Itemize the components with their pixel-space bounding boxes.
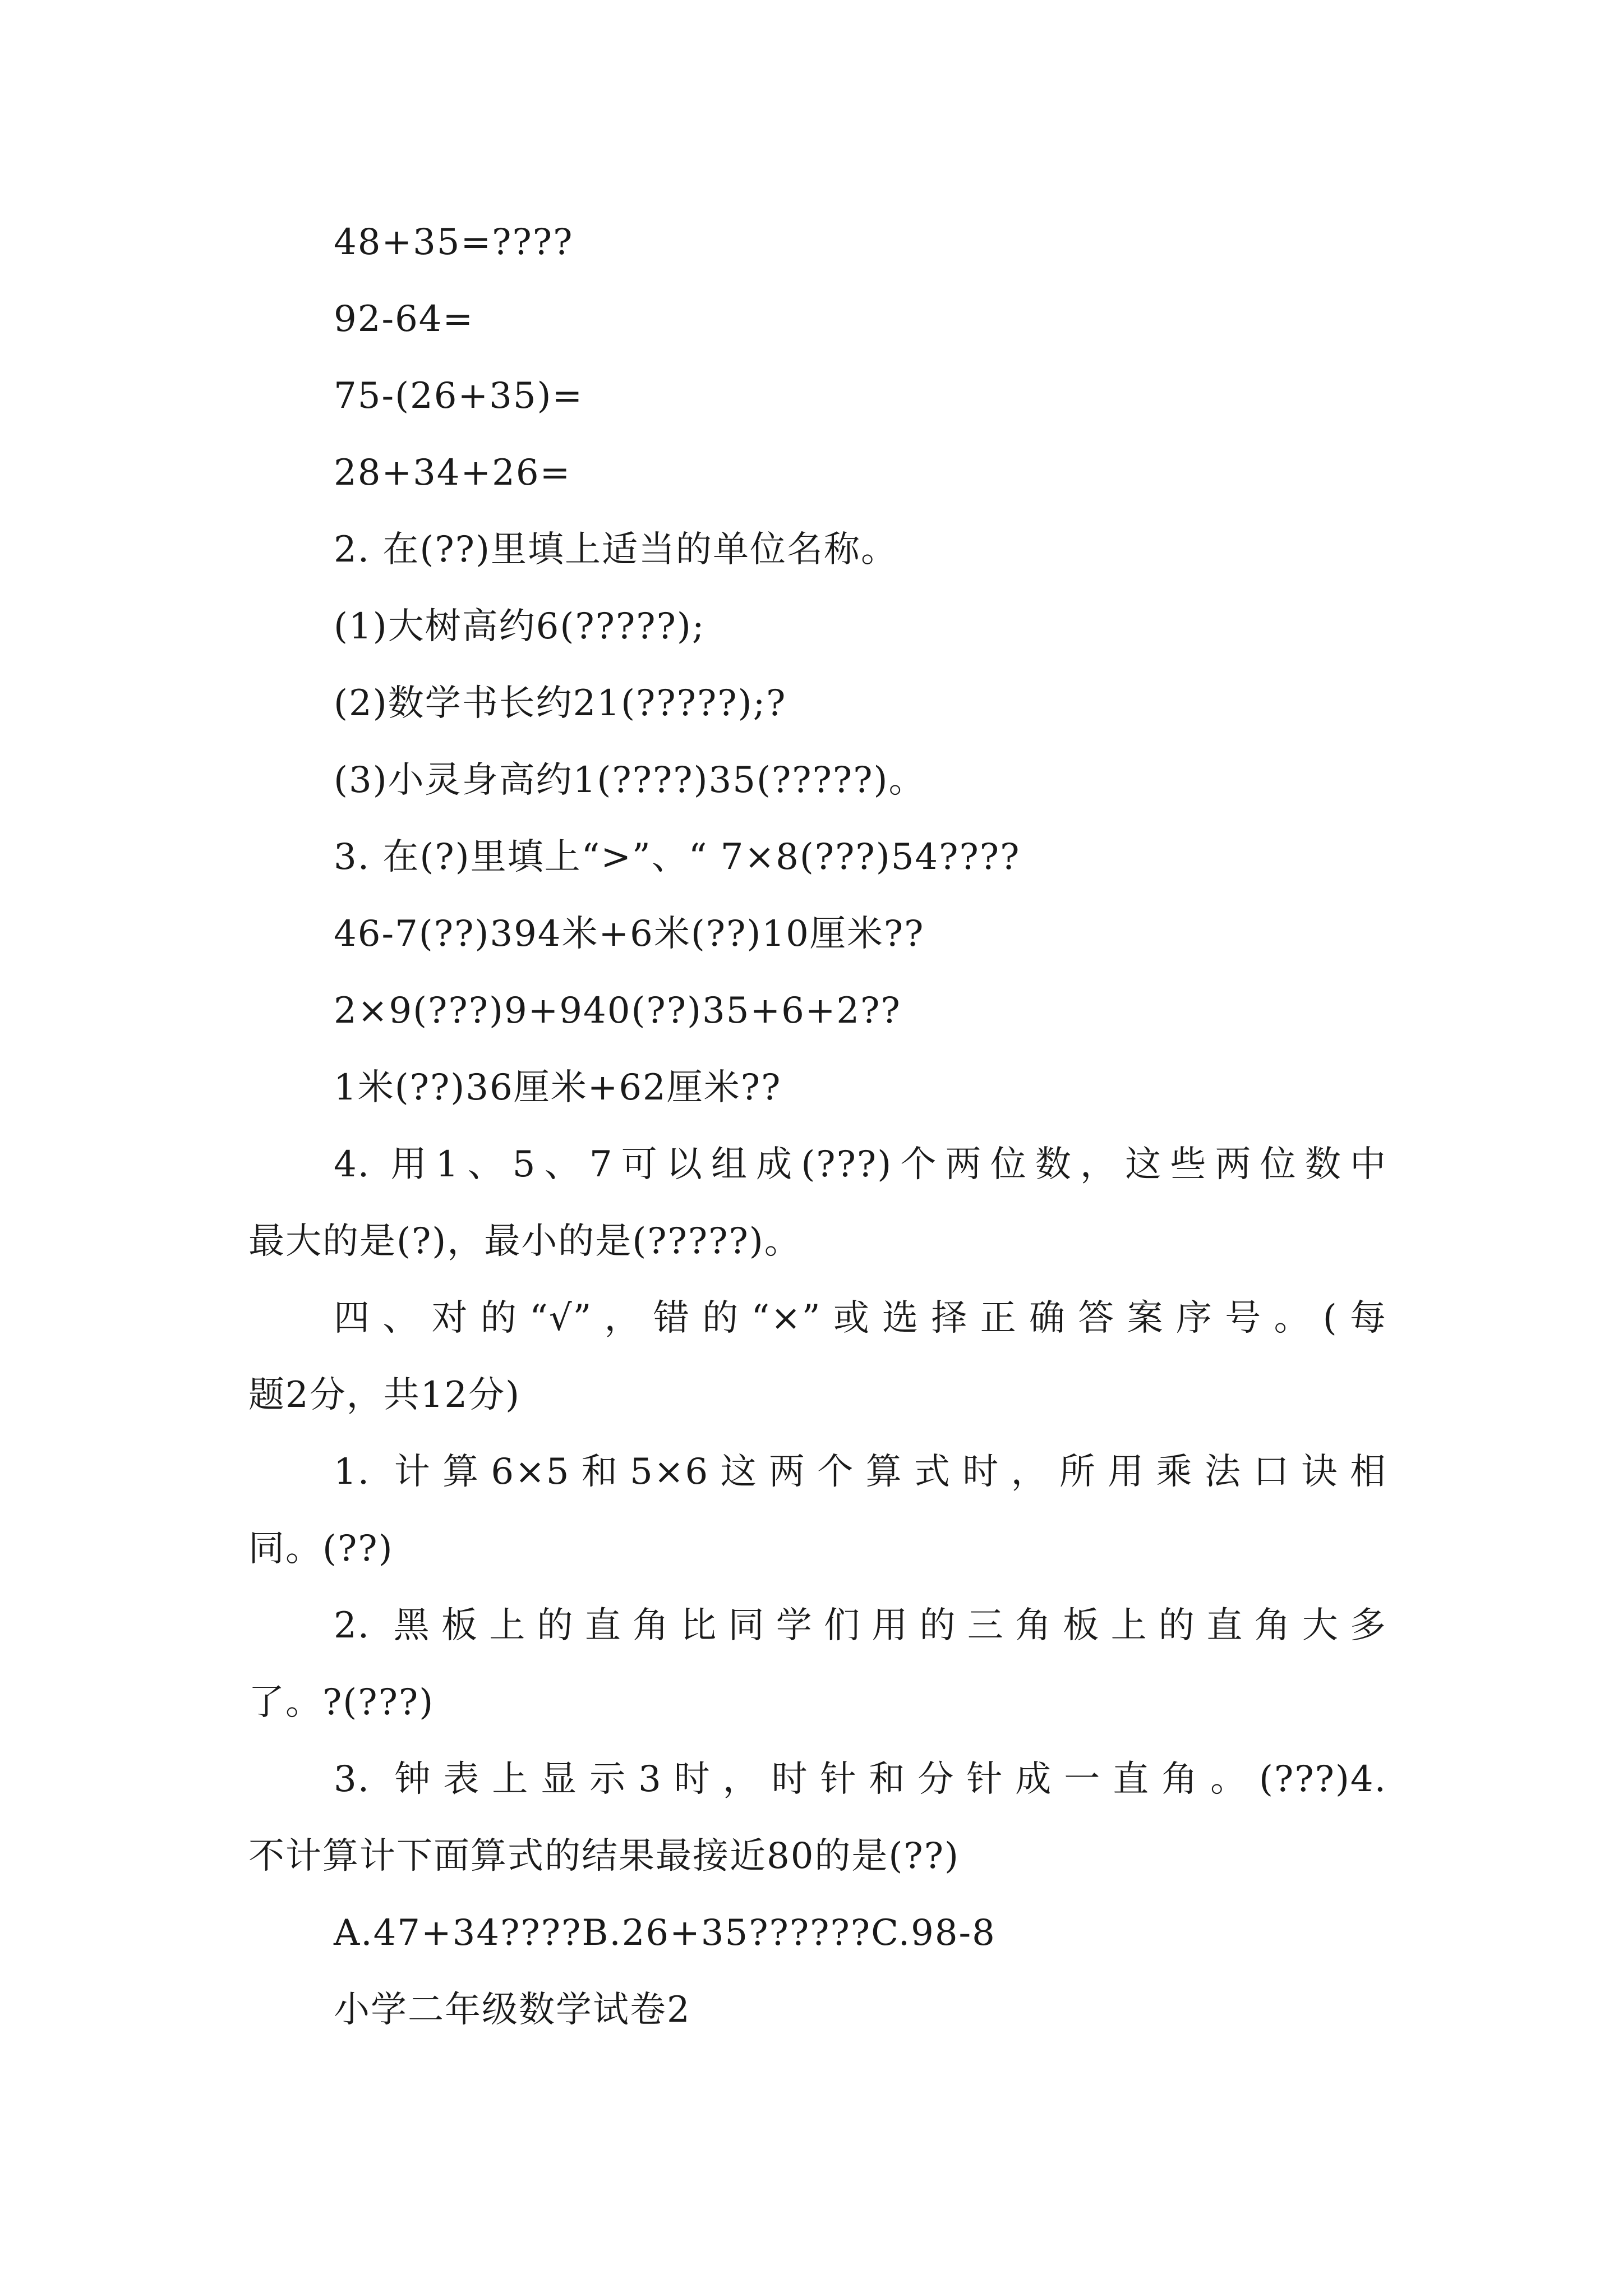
- equation-92-64: 92-64=: [334, 298, 474, 340]
- question-4-line-1: 4. 用1、5、7可以组成(???)个两位数，这些两位数中: [334, 1144, 1387, 1185]
- judge-3-line-1: 3. 钟表上显示3时，时针和分针成一直角。(???)4.: [334, 1759, 1387, 1800]
- equation-48-35: 48+35=????: [334, 222, 574, 263]
- question-4-line-2: 最大的是(?)，最小的是(?????)。: [248, 1221, 801, 1262]
- equation-75-26-35: 75-(26+35)=: [334, 375, 584, 417]
- question-2-item-3: (3)小灵身高约1(????)35(?????)。: [334, 760, 926, 801]
- judge-4-line-2: 不计算计下面算式的结果最接近80的是(??): [248, 1835, 960, 1877]
- judge-4-options: A.47+34????B.26+35??????C.98-8: [334, 1912, 996, 1954]
- section-4-heading-line-1: 四、对的“√”，错的“×”或选择正确答案序号。(每: [334, 1297, 1387, 1339]
- question-3-row-1: 46-7(??)394米+6米(??)10厘米??: [334, 913, 925, 955]
- judge-2-line-1: 2. 黑板上的直角比同学们用的三角板上的直角大多: [334, 1605, 1387, 1646]
- question-2-item-1: (1)大树高约6(?????);: [334, 606, 706, 647]
- question-2-item-2: (2)数学书长约21(?????);?: [334, 683, 787, 724]
- question-3-heading: 3. 在(?)里填上“>”、“ 7×8(???)54????: [334, 836, 1021, 878]
- judge-2-line-2: 了。?(???): [248, 1682, 435, 1723]
- question-3-row-2: 2×9(???)9+940(??)35+6+2??: [334, 990, 901, 1032]
- section-4-heading-line-2: 题2分，共12分): [248, 1374, 521, 1416]
- question-2-heading: 2. 在(??)里填上适当的单位名称。: [334, 529, 898, 570]
- equation-28-34-26: 28+34+26=: [334, 452, 571, 494]
- judge-1-line-2: 同。(??): [248, 1528, 394, 1570]
- judge-1-line-1: 1. 计算6×5和5×6这两个算式时，所用乘法口诀相: [334, 1451, 1387, 1493]
- question-3-row-3: 1米(??)36厘米+62厘米??: [334, 1067, 782, 1108]
- document-title-footer: 小学二年级数学试卷2: [334, 1989, 691, 2031]
